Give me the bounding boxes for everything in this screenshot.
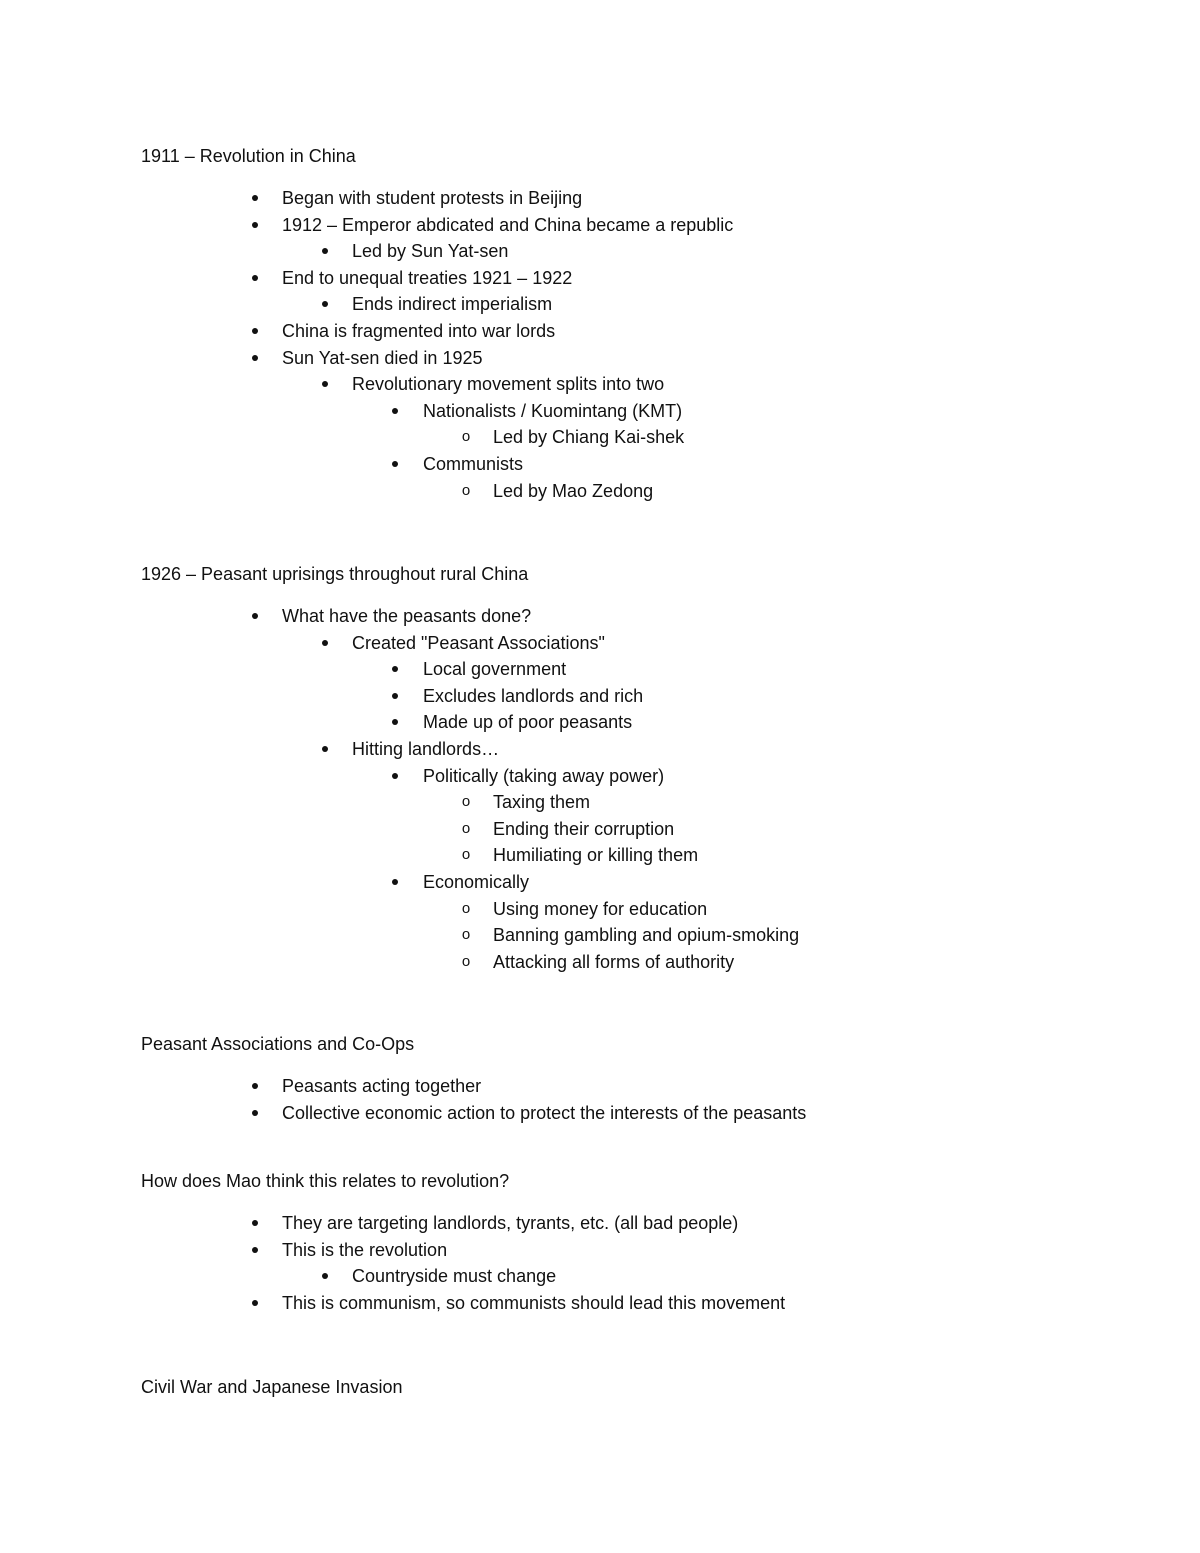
list-item: Revolutionary movement splits into two: [352, 374, 665, 395]
list-item: o Using money for education: [141, 896, 1141, 923]
list-item: o Taxing them: [141, 789, 1141, 816]
list-item: Led by Sun Yat-sen: [352, 241, 509, 262]
list-item: o Attacking all forms of authority: [141, 949, 1141, 976]
section-heading: How does Mao think this relates to revolution?: [141, 1171, 510, 1191]
list-item: This is communism, so communists should lead this movement: [282, 1292, 786, 1313]
list-item: Made up of poor peasants: [423, 712, 633, 733]
list-item: o Ending their corruption: [141, 816, 1141, 843]
section-peasant-associations: [141, 1031, 1141, 1126]
circle-bullet-icon: o: [461, 819, 471, 837]
section-heading: 1911 – Revolution in China: [141, 146, 356, 166]
list-item: Nationalists / Kuomintang (KMT): [423, 400, 683, 421]
list-item: They are targeting landlords, tyrants, etc. (all bad people): [282, 1213, 739, 1233]
list-item: Economically: [423, 871, 530, 892]
bullet-list: [141, 185, 1141, 504]
list-item: This is the revolution: [282, 1239, 448, 1260]
list-item: Ends indirect imperialism: [352, 294, 553, 315]
circle-bullet-icon: o: [461, 846, 471, 864]
bullet-list: [141, 1073, 1141, 1126]
list-item: o Led by Mao Zedong: [141, 478, 1141, 505]
list-item: o Humiliating or killing them: [141, 842, 1141, 869]
bullet-list: [141, 603, 1141, 975]
list-item: Local government: [423, 659, 567, 680]
list-item: Hitting landlords…: [352, 738, 500, 759]
section-heading: 1926 – Peasant uprisings throughout rural China: [141, 564, 529, 584]
list-item: Collective economic action to protect the interests of the peasants: [282, 1102, 807, 1123]
circle-bullet-icon: o: [461, 952, 471, 970]
section-1911-revolution: [141, 143, 1141, 504]
circle-bullet-icon: o: [461, 481, 471, 499]
section-1926-peasant-uprisings: [141, 561, 1141, 975]
circle-bullet-icon: o: [461, 793, 471, 811]
list-item: Sun Yat-sen died in 1925: [282, 347, 483, 368]
section-heading: Peasant Associations and Co-Ops: [141, 1034, 415, 1054]
list-item: Communists: [423, 453, 524, 474]
list-item: End to unequal treaties 1921 – 1922: [282, 267, 573, 288]
bullet-list: [141, 1210, 1141, 1316]
list-item: What have the peasants done?: [282, 606, 532, 626]
section-mao-revolution: [141, 1168, 1141, 1316]
list-item: Politically (taking away power): [423, 765, 665, 786]
list-item: o Banning gambling and opium-smoking: [141, 922, 1141, 949]
circle-bullet-icon: o: [461, 926, 471, 944]
list-item: Created "Peasant Associations": [352, 632, 605, 653]
list-item: China is fragmented into war lords: [282, 320, 556, 341]
list-item: o Led by Chiang Kai-shek: [141, 424, 1141, 451]
list-item: Began with student protests in Beijing: [282, 188, 583, 208]
section-heading: Civil War and Japanese Invasion: [141, 1377, 403, 1397]
list-item: 1912 – Emperor abdicated and China became a republic: [282, 214, 734, 235]
list-item: Peasants acting together: [282, 1076, 482, 1096]
list-item: Countryside must change: [352, 1266, 557, 1287]
list-item: Excludes landlords and rich: [423, 685, 644, 706]
circle-bullet-icon: o: [461, 428, 471, 446]
section-civil-war: [141, 1374, 1141, 1400]
circle-bullet-icon: o: [461, 899, 471, 917]
